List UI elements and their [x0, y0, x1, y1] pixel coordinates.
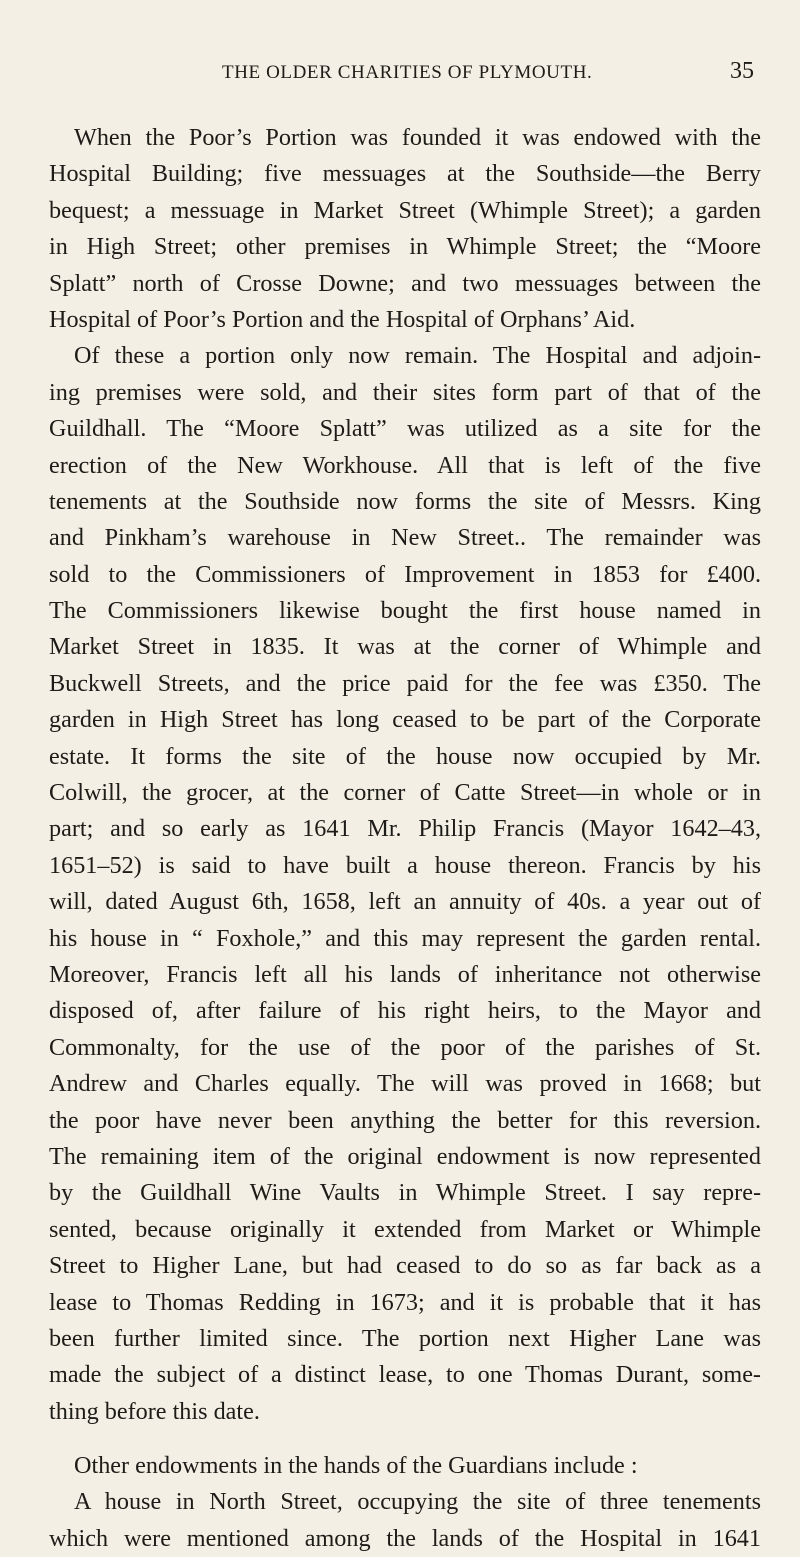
- text-line: Of these a portion only now remain. The Hospital and adjoin-: [74, 342, 761, 370]
- paragraph-other-endowments: [49, 1448, 761, 1484]
- text-line: bequest; a messuage in Market Street (Whimple Street); a garden: [49, 196, 761, 224]
- running-header: [0, 58, 800, 88]
- text-line: Street to Higher Lane, but had ceased to do so as far back as a: [49, 1252, 761, 1280]
- text-line: sold to the Commissioners of Improvement in 1853 for £400.: [49, 560, 761, 588]
- text-line: Hospital Building; five messuages at the Southside—the Berry: [49, 160, 761, 188]
- paragraph-endowment-history: [49, 120, 761, 1430]
- text-line: ing premises were sold, and their sites form part of that of the: [49, 378, 761, 406]
- text-line: made the subject of a distinct lease, to one Thomas Durant, some-: [49, 1361, 761, 1389]
- text-line: Hospital of Poor’s Portion and the Hospital of Orphans’ Aid.: [49, 305, 636, 333]
- text-line: thing before this date.: [49, 1397, 260, 1425]
- text-line: Andrew and Charles equally. The will was proved in 1668; but: [49, 1070, 761, 1098]
- text-line: his house in “ Foxhole,” and this may represent the garden rental.: [49, 924, 761, 952]
- text-line: Other endowments in the hands of the Guardians include :: [74, 1452, 638, 1480]
- text-line: tenements at the Southside now forms the site of Messrs. King: [49, 487, 761, 515]
- text-line: Moreover, Francis left all his lands of inheritance not otherwise: [49, 960, 761, 988]
- text-line: Market Street in 1835. It was at the corner of Whimple and: [49, 633, 761, 661]
- body-text: [49, 120, 761, 1557]
- text-line: lease to Thomas Redding in 1673; and it is probable that it has: [49, 1288, 761, 1316]
- paragraph-gap: [49, 1430, 761, 1448]
- text-line: Commonalty, for the use of the poor of the parishes of St.: [49, 1033, 761, 1061]
- text-line: estate. It forms the site of the house now occupied by Mr.: [49, 742, 761, 770]
- text-line: 1651–52) is said to have built a house thereon. Francis by his: [49, 851, 761, 879]
- text-line: will, dated August 6th, 1658, left an annuity of 40s. a year out of: [49, 888, 761, 916]
- text-line: in High Street; other premises in Whimple Street; the “Moore: [49, 233, 761, 261]
- text-line: been further limited since. The portion next Higher Lane was: [49, 1324, 761, 1352]
- text-line: and Pinkham’s warehouse in New Street.. The remainder was: [49, 524, 761, 552]
- text-line: disposed of, after failure of his right heirs, to the Mayor and: [49, 997, 761, 1025]
- text-line: sented, because originally it extended from Market or Whimple: [49, 1215, 761, 1243]
- text-line: erection of the New Workhouse. All that is left of the five: [49, 451, 761, 479]
- text-line: When the Poor’s Portion was founded it was endowed with the: [74, 124, 761, 151]
- text-line: garden in High Street has long ceased to be part of the Corporate: [49, 706, 761, 734]
- text-line: by the Guildhall Wine Vaults in Whimple Street. I say repre-: [49, 1179, 761, 1207]
- running-title: THE OLDER CHARITIES OF PLYMOUTH.: [222, 62, 593, 83]
- text-line: part; and so early as 1641 Mr. Philip Francis (Mayor 1642–43,: [49, 815, 761, 843]
- text-line: the poor have never been anything the better for this reversion.: [49, 1106, 761, 1134]
- text-line: A house in North Street, occupying the site of three tenements: [74, 1488, 761, 1516]
- text-line: The Commissioners likewise bought the first house named in: [49, 597, 761, 625]
- text-line: Splatt” north of Crosse Downe; and two messuages between the: [49, 269, 761, 297]
- text-line: The remaining item of the original endowment is now represented: [49, 1142, 761, 1170]
- page-number: 35: [730, 58, 754, 84]
- text-line: Buckwell Streets, and the price paid for the fee was £350. The: [49, 669, 761, 697]
- text-line: which were mentioned among the lands of the Hospital in 1641: [49, 1524, 761, 1552]
- paragraph-north-street-house: [49, 1484, 761, 1557]
- text-line: Colwill, the grocer, at the corner of Catte Street—in whole or in: [49, 779, 761, 807]
- text-line: Guildhall. The “Moore Splatt” was utilized as a site for the: [49, 415, 761, 443]
